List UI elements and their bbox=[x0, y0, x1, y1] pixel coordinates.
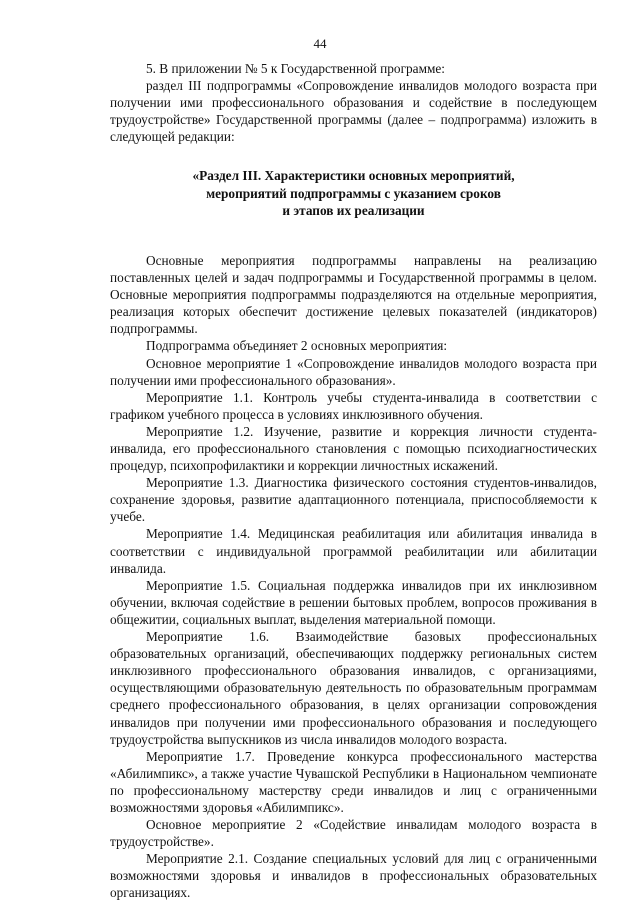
body-paragraph: Мероприятие 1.5. Социальная поддержка инвалидов при их инклюзивном обучении, включая содействие в решении бытовых проблем, вопросов проживания в общежитии, социальных выплат, выделения материальной помощи. bbox=[110, 577, 597, 627]
page-number: 44 bbox=[313, 36, 327, 51]
body-paragraph: Мероприятие 1.6. Взаимодействие базовых профессиональных образовательных организаций, обеспечивающих поддержку региональных систем инклюзивного профессионального образования инвалидов, с организациями, осуществляющими образовательную деятельность по образовательным программам среднего профессионального образования, в целях организации сопровождения инвалидов при получении ими профессионального образования и последующего трудоустройства выпускников из числа инвалидов молодого возраста. bbox=[110, 629, 597, 747]
section-heading bbox=[110, 167, 597, 220]
body-paragraph: Мероприятие 1.7. Проведение конкурса профессионального мастерства «Абилимпикс», а также участие Чувашской Республики в Национальном чемпионате по профессиональному мастерству среди инвалидов и лиц с ограниченными возможностями здоровья «Абилимпикс». bbox=[110, 748, 597, 815]
body-paragraph: Подпрограмма объединяет 2 основных мероприятия: bbox=[146, 338, 448, 354]
body-paragraph: Основное мероприятие 1 «Сопровождение инвалидов молодого возраста при получении ими профессионального образования». bbox=[110, 355, 597, 388]
heading-line: мероприятий подпрограммы с указанием сроков bbox=[206, 185, 501, 201]
body-paragraph: Мероприятие 1.2. Изучение, развитие и коррекция личности студента-инвалида, его профессионального становления с помощью психодиагностических процедур, психопрофилактики и коррекции личностных искажений. bbox=[110, 423, 597, 474]
body-paragraph: Основное мероприятие 2 «Содействие инвалидам молодого возраста в трудоустройстве». bbox=[110, 817, 597, 850]
heading-line: «Раздел III. Характеристики основных мероприятий, bbox=[192, 168, 515, 184]
document-body bbox=[110, 60, 597, 902]
body-paragraph: Основные мероприятия подпрограммы направлены на реализацию поставленных целей и задач подпрограммы и Государственной программы в целом. Основные мероприятия подпрограммы подразделяются на отдельные мероприятия, реализация которых обеспечит достижение целевых показателей (индикаторов) подпрограммы. bbox=[110, 252, 597, 337]
body-paragraph: Мероприятие 2.1. Создание специальных условий для лиц с ограниченными возможностями здоровья и инвалидов в профессиональных образовательных организациях. bbox=[110, 851, 597, 901]
body-paragraph: Мероприятие 1.3. Диагностика физического состояния студентов-инвалидов, сохранение здоровья, развитие адаптационного потенциала, приспособляемости к учебе. bbox=[110, 475, 597, 525]
heading-line: и этапов их реализации bbox=[282, 203, 425, 219]
intro-item: 5. В приложении № 5 к Государственной программе: bbox=[146, 61, 446, 76]
body-paragraph: Мероприятие 1.1. Контроль учебы студента-инвалида в соответствии с графиком учебного процесса в условиях инклюзивного обучения. bbox=[110, 389, 597, 422]
body-paragraph: Мероприятие 1.4. Медицинская реабилитация или абилитация инвалида в соответствии с индивидуальной программой реабилитации или абилитации инвалида. bbox=[110, 526, 597, 576]
intro-paragraph: раздел III подпрограммы «Сопровождение инвалидов молодого возраста при получении ими профессионального образования и содействие в последующем трудоустройстве» Государственной программы (далее – подпрограмма) изложить в следующей редакции: bbox=[110, 78, 597, 145]
